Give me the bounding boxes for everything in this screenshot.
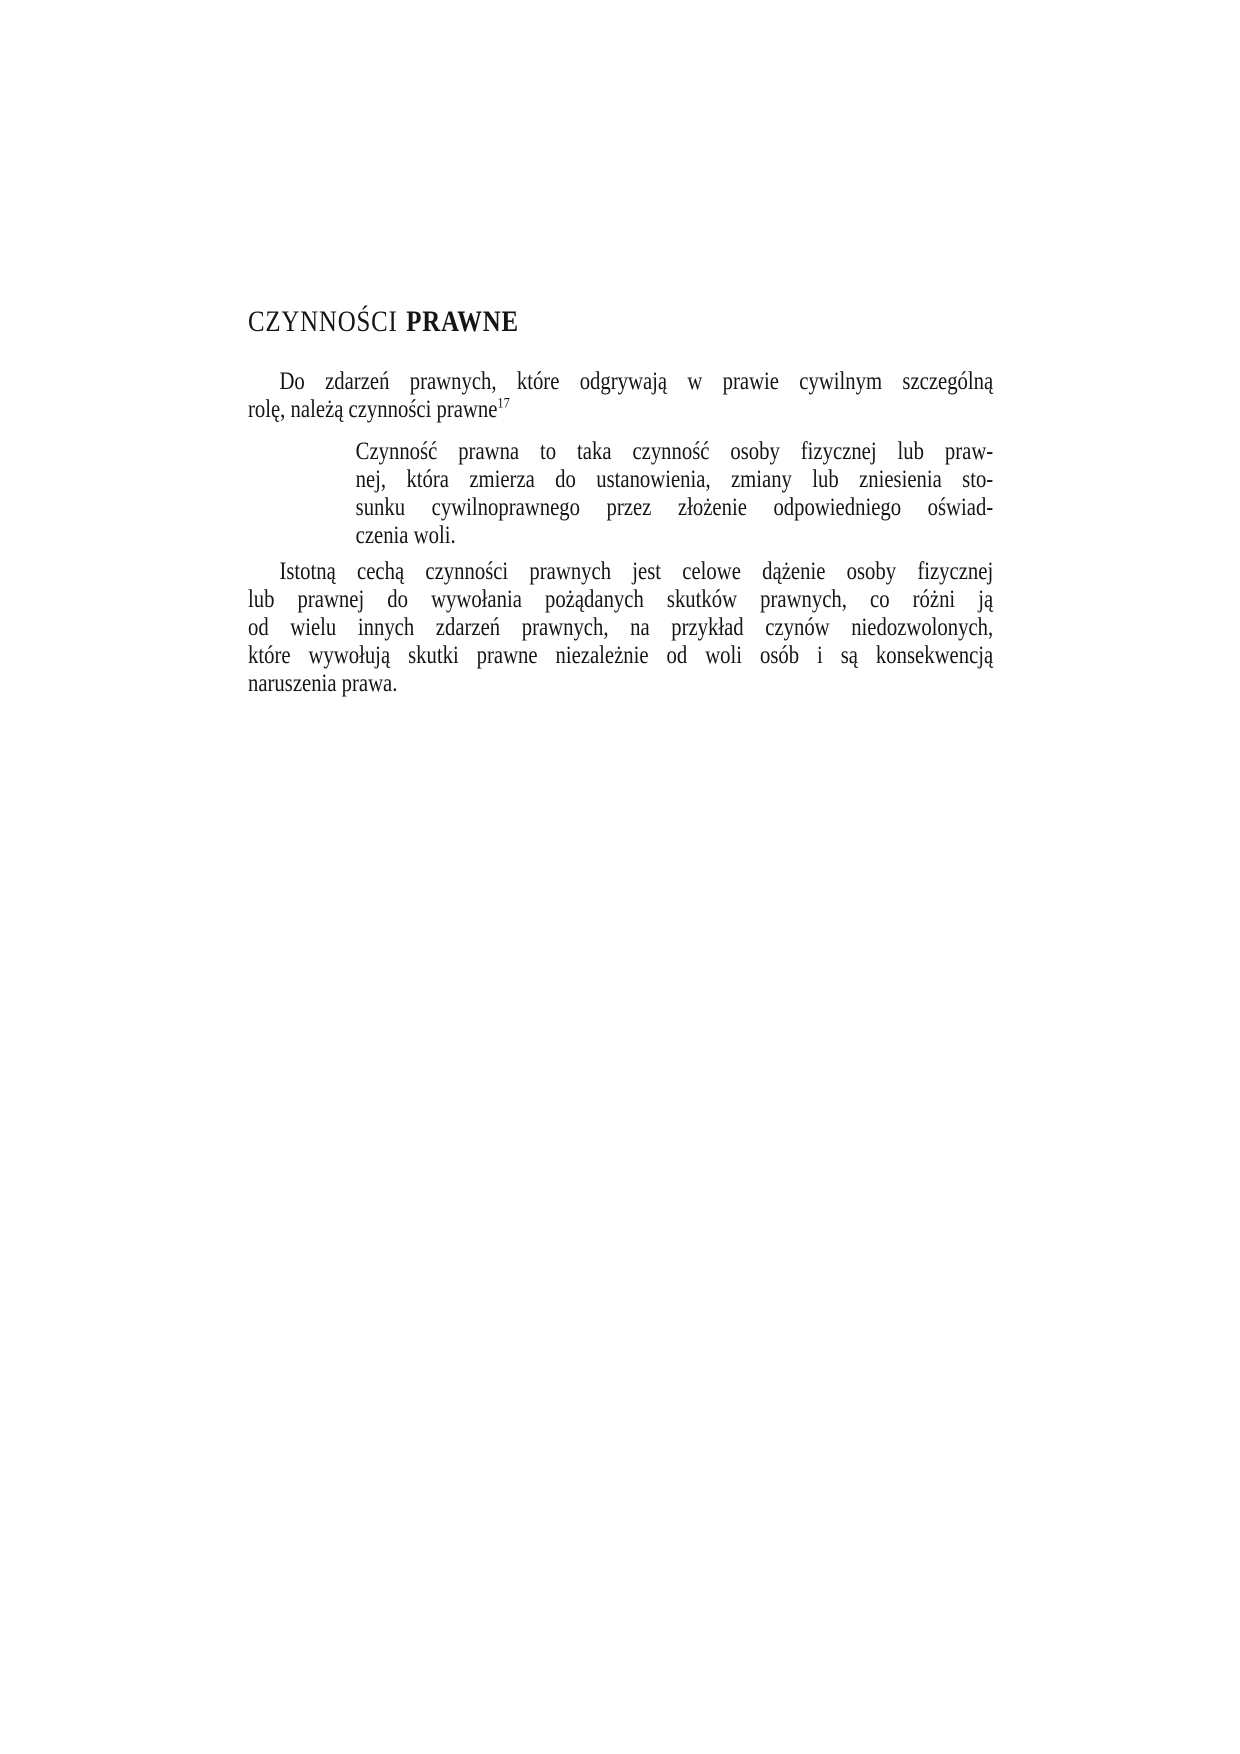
text-line: naruszenia prawa. xyxy=(248,670,398,697)
paragraph-intro xyxy=(248,368,993,424)
page-title-regular: CZYNNOŚCI xyxy=(248,305,398,338)
footnote-reference: 17 xyxy=(497,395,510,412)
page-title xyxy=(248,302,993,342)
text-line: Czynność prawna to taka czynność osoby fizycznej lub praw- xyxy=(355,438,994,465)
block-quote xyxy=(356,438,994,550)
text-line: Istotną cechą czynności prawnych jest celowe dążenie osoby fizycznej xyxy=(279,558,994,585)
text-block xyxy=(248,302,993,698)
text-line: nej, która zmierza do ustanowienia, zmiany lub zniesienia sto- xyxy=(355,466,994,493)
text-line: od wielu innych zdarzeń prawnych, na przykład czynów niedozwolonych, xyxy=(248,614,994,641)
text-line xyxy=(248,396,993,424)
text-line: Do zdarzeń prawnych, które odgrywają w prawie cywilnym szczególną xyxy=(279,368,994,395)
page-title-bold: PRAWNE xyxy=(406,305,519,338)
paragraph-body xyxy=(248,558,993,698)
text-line: czenia woli. xyxy=(355,522,456,549)
text-line-content: rolę, należą czynności prawne xyxy=(248,396,498,423)
text-line: sunku cywilnoprawnego przez złożenie odpowiedniego oświad- xyxy=(355,494,994,521)
text-line: które wywołują skutki prawne niezależnie od woli osób i są konsekwencją xyxy=(248,642,994,669)
text-line: lub prawnej do wywołania pożądanych skutków prawnych, co różni ją xyxy=(248,586,994,613)
